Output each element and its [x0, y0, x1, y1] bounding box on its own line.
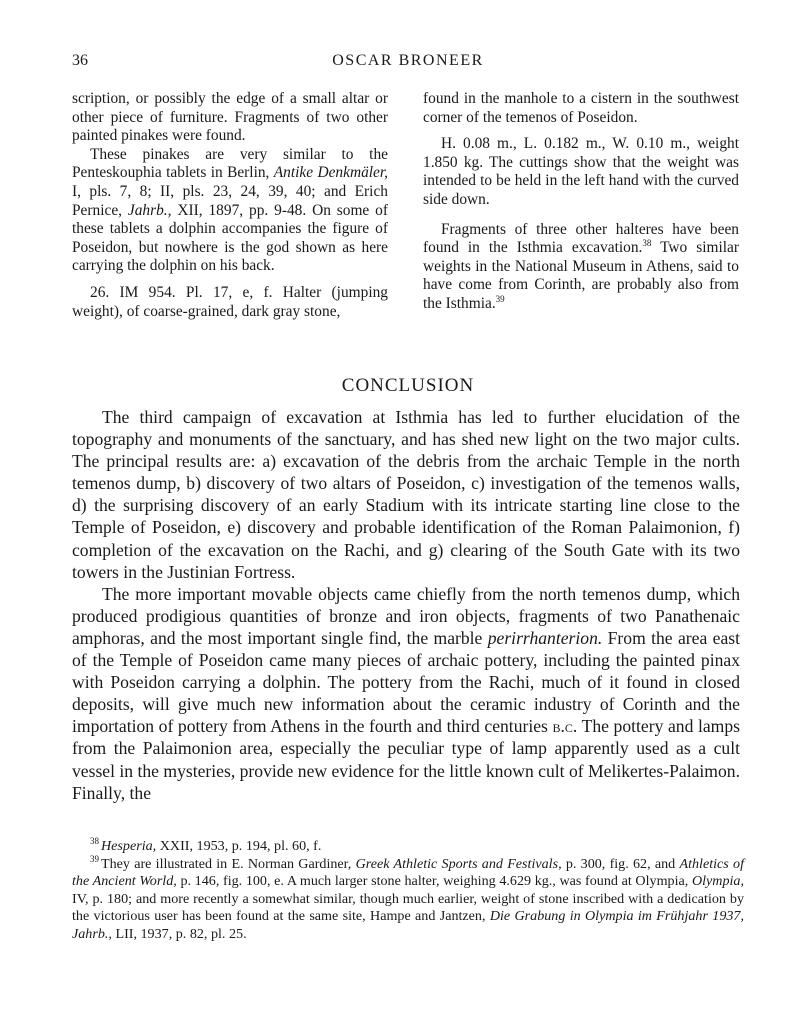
right-paragraph-3 [423, 221, 739, 314]
running-title: OSCAR BRONEER [332, 52, 484, 69]
footnote-ref-39: 39 [495, 293, 505, 304]
footnote-39-text-c: p. 146, fig. 100, e. A much larger stone halter, weighing 4.629 kg., was found at Olympia, [176, 873, 692, 889]
conclusion-paragraph-1: The third campaign of excavation at Isthmia has led to further elucidation of the topography and monuments of the sanctuary, and has shed new light on the two major cults. The principal results are: a) excavation of the debris from the archaic Temple in the north temenos dump, b) discovery of two altars of Poseidon, c) investigation of the temenos walls, d) the surprising discovery of an early Stadium with its intricate starting line close to the Temple of Poseidon, e) discovery and probable identification of the Roman Palaimonion, f) completion of the excavation on the Rachi, and g) clearing of the South Gate with its two towers in the Justinian Fortress. [72, 407, 740, 582]
footnote-ref-38: 38 [642, 238, 652, 249]
left-p2-italic-jahrb: Jahrb., [127, 201, 172, 219]
left-paragraph-2 [72, 146, 388, 276]
footnotes [72, 838, 744, 943]
conclusion-p2-text-a: The more important movable objects came chiefly from the north temenos dump, which produced prodigious quantities of bronze and iron objects, fragments of two Panathenaic amphoras, and the most important single find, the marble [72, 583, 740, 648]
page-number: 36 [72, 52, 88, 69]
footnote-39-text-b: p. 300, fig. 62, and [561, 855, 680, 872]
left-p2-text-b: I, pls. 7, 8; II, pls. 23, 24, 39, 40; and Erich Pernice, [72, 182, 388, 219]
right-p3-text-a: Fragments of three other halteres have been found in the Isthmia excavation. [423, 220, 739, 257]
conclusion-p2-text-b: From the area east of the Temple of Poseidon came many pieces of archaic pottery, including the painted pinax with Poseidon carrying a dolphin. The pottery from the Rachi, much of it found in closed deposits, will give much new information about the ceramic industry of Corinth and the importation of pottery from Athens in the fourth and third centuries [72, 627, 740, 737]
left-p2-text-a: These pinakes are very similar to the Penteskouphia tablets in Berlin, [72, 145, 388, 182]
conclusion-p2-text-c: The pottery and lamps from the Palaimonion area, especially the peculiar type of lamp apparently used as a cult vessel in the mysteries, provide new evidence for the little known cult of Melikertes-Palaimon. Finally, the [72, 716, 740, 803]
conclusion-p2-smallcaps: b.c. [552, 716, 578, 737]
footnote-38-text: XXII, 1953, p. 194, pl. 60, f. [156, 838, 322, 854]
right-paragraph-dimensions: H. 0.08 m., L. 0.182 m., W. 0.10 m., weight 1.850 kg. The cuttings show that the weight was intended to be held in the left hand with the curved side down. [423, 135, 739, 208]
catalogue-entry-26: 26. IM 954. Pl. 17, e, f. Halter (jumping weight), of coarse-grained, dark gray stone, [72, 283, 388, 320]
left-column [72, 90, 388, 321]
right-p3-text-b: Two similar weights in the National Museum in Athens, said to have come from Corinth, are probably also from the Isthmia. [423, 239, 739, 312]
footnote-38-mark: 38 [90, 836, 99, 847]
footnote-39-mark: 39 [90, 853, 99, 864]
section-heading: CONCLUSION [341, 375, 475, 396]
footnote-39-text-a: They are illustrated in E. Norman Gardiner, [101, 855, 356, 872]
footnote-39-italic-2: Athletics of the Ancient World, [72, 855, 744, 889]
right-column [423, 90, 739, 314]
footnote-38-italic: Hesperia, [101, 838, 157, 854]
right-paragraph-1: found in the manhole to a cistern in the southwest corner of the temenos of Poseidon. [423, 90, 739, 126]
footnote-39-italic-4: Die Grabung in Olympia im Frühjahr 1937, Jahrb., [72, 908, 745, 942]
conclusion-paragraph-2 [72, 583, 740, 804]
footnote-39 [72, 853, 745, 944]
running-head [72, 52, 744, 74]
footnote-39-italic-3: Olympia, [691, 873, 744, 889]
footnote-39-text-e: LII, 1937, p. 82, pl. 25. [111, 925, 247, 942]
left-p2-italic-title: Antike Denkmäler, [273, 164, 388, 182]
footnote-39-italic-1: Greek Athletic Sports and Festivals, [355, 855, 562, 872]
conclusion-p2-italic: perirrhanterion. [487, 627, 603, 648]
left-p2-text-c: XII, 1897, pp. 9-48. On some of these tablets a dolphin accompanies the figure of Poseidon, but nowhere is the god shown as here carrying the dolphin on his back. [72, 201, 388, 275]
footnote-39-text-d: IV, p. 180; and more recently a somewhat similar, though much earlier, weight of stone inscribed with a dedication by the victorious user has been found at the same site, Hampe and Jantzen, [72, 890, 744, 924]
footnote-38 [72, 838, 744, 856]
conclusion-body [72, 406, 740, 804]
left-paragraph-1: scription, or possibly the edge of a small altar or other piece of furniture. Fragments of two other painted pinakes were found. [72, 90, 388, 145]
